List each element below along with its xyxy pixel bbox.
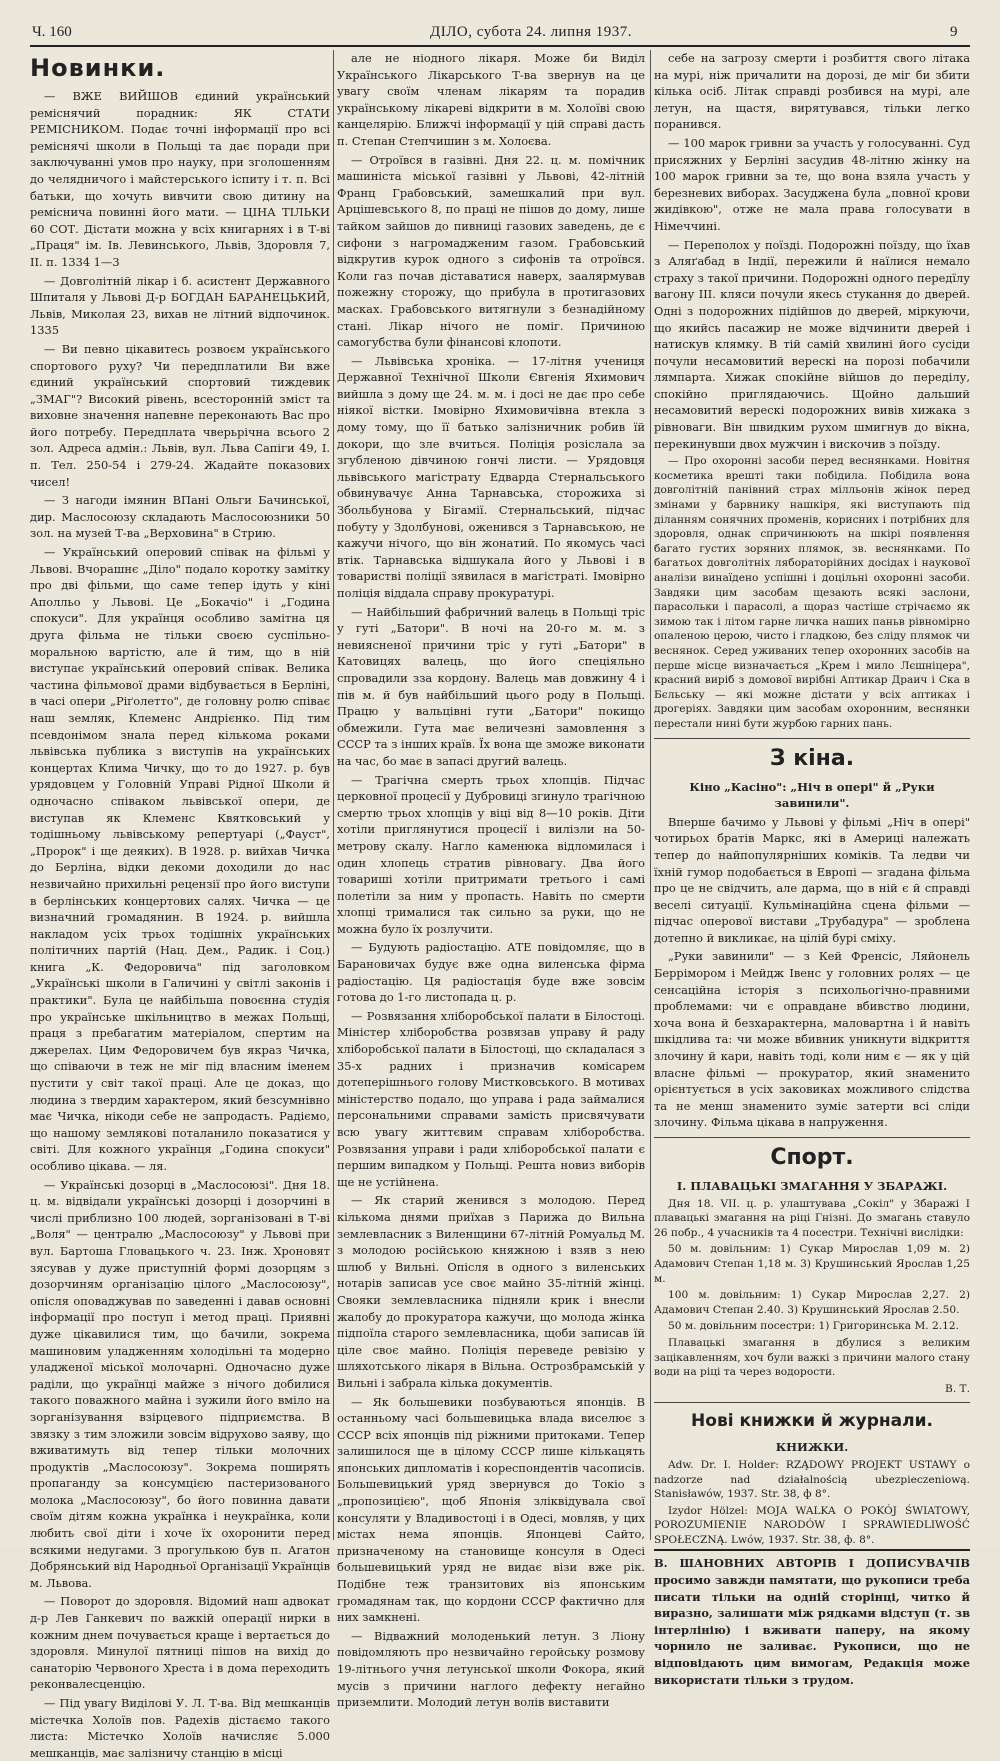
column-1 xyxy=(30,50,330,1760)
page-number: 9 xyxy=(950,24,958,40)
article: — Відважний молоденький летун. З Ліону повідомляють про незвичайно геройську розмову 19-літнього учня летунської школи Фокора, який мусів з причини наглого дефекту негайно приземлити. Молодий летун волів виставити xyxy=(337,1628,645,1710)
article: — ВЖЕ ВИЙШОВ єдиний український реміснячий порадник: ЯК СТАТИ РЕМІСНИКОМ. Подає точні інформації про всі реміснячі школи в Польщі та дає поради при заключуванні умов про науку, при зголошенням до челядничого і майстерського іспиту і т. п. Всі батьки, що хочуть вивчити свою дитину на реміснича повинні його мати. — ЦІНА ТІЛЬКИ 60 СОТ. Дістати можна у всіх книгарнях і в Т-ві „Праця" ім. Ів. Левинського, Львів, Здоровля 7, II. п. 1334 1—3 xyxy=(30,89,330,269)
sport-result: 100 м. довільним: 1) Сукар Мирослав 2,27. 2) Адамович Степан 2.40. 3) Крушинський Ярослав 2.50. xyxy=(654,1289,970,1316)
cinema-subheading: Кіно „Касіно": „Ніч в опері" й „Руки завинили". xyxy=(689,779,935,811)
article: — Львівська хроніка. — 17-літня учениця Державної Технічної Школи Євгенія Яхимович вийшла з дому ще 24. м. м. і досі не дає про себе ніякої вістки. Імовірно Яхимовичівна втекла з дому тому, що її батько залізничник робив їй докори, що зле вчиться. Поліція розіслала за згубленою дівчиною гончі листи. — Урядовця львівського магістрату Едварда Стернальського обвинувачує Анна Тарнавська, сторожиха зі Збольбунова у Бігамії. Стернальський, підчас побуту у Здолбунові, оженився з Тарнавською, не кажучи нічого, що він жонатий. По якомусь часі втік. Тарнавська відшукала його у Львові і в товаристві поліції зявилася в магістраті. Імовірно поліція віддала справу прокуратурі. xyxy=(337,353,645,600)
article: — Ви певно цікавитесь розвоєм українського спортового руху? Чи передплатили Ви вже єдиний український спортовий тиждевик „ЗМАГ"? Високий рівень, всесторонній зміст та виховне значення напевне переконають Вас про його потребу. Передплата чверьрічна всього 2 зол. Адреса адмін.: Львів, вул. Льва Сапіги 49, І. п. Тел. 250-54 і 279-24. Жадайте показових чисел! xyxy=(30,341,330,489)
column-3 xyxy=(654,50,970,1687)
sport-text: Дня 18. VII. ц. р. улаштувава „Сокіл" у Збаражі І плавацькі змагання на ріці Гнізні. До змагань ставуло 26 побр., 4 учасників та 4 посестри. Технічні вислідки: xyxy=(654,1197,970,1239)
sport-result: 50 м. довільним посестри: 1) Григоринська М. 2.12. xyxy=(668,1320,959,1333)
article: — Отроївся в газівні. Дня 22. ц. м. помічник машиніста міської газівні у Львові, 42-літній Франц Грабовський, замешкалий при вул. Арцішевського 8, по праці не пішов до дому, лише тайком зайшов до пивниці газових заведень, де є сифони з нагромадженим газом. Грабовський відкрутив курок одного з сифонів та отроївся. Коли газ почав діставатися наверх, заалярмував пожежну сторожу, що прибула в протигазових масках. Грабовського витягнули з безнадійному стані. Лікар нічого не поміг. Причиною самогубства були фінансові клопоти. xyxy=(337,152,645,350)
section-heading-sport: Спорт. xyxy=(770,1145,854,1170)
review: Вперше бачимо у Львові у фільмі „Ніч в опері" чотирьох братів Маркс, які в Америці належать тепер до найпопулярніших коміків. Та ледви чи їхній гумор подобається в Европі — згадана фільма про це не свідчить, але дарма, що в ній є й справді веселі ситуації. Кульмінаційна сцена фільми — підчас оперової вистави „Трубадура" — зроблена дотепно й викликає, на цілій бурі сміху. xyxy=(654,814,970,945)
books-subheading: КНИЖКИ. xyxy=(775,1440,849,1455)
article: — Як старий женився з молодою. Перед кількома днями приїхав з Парижа до Вильна землевласник з Виленщини 67-літній Ромуальд М. з молодою російською княжною і взяв з нею шлюб у Вильні. Опісля в одного з виленських нотарів записав усе своє майно 35-літній жінці. Свояки землевласника підняли крик і внесли жалобу до прокуратора кажучи, що молода жінка підпоїла старого землевласника, щоби записав їй ціле своє майно. Поліція переведе ревізію у шляхотського лікаря в Вільна. Острозбрамській у Вильні і забрала кілька документів. xyxy=(337,1193,645,1390)
column-divider xyxy=(333,50,334,1540)
masthead xyxy=(30,22,970,44)
article: — Поворот до здоровля. Відомий наш адвокат д-р Лев Ганкевич по важкій операції нирки в кожним днем почувається краще і вертається до здоровля. Минулої пятниці пішов на вихід до санаторію Червоного Хреста і в дома переходить реконвалесценцію. xyxy=(30,1594,330,1692)
article: — Український оперовий співак на фільмі у Львові. Вчорашнє „Діло" подало коротку замітку про дві фільми, що саме тепер ідуть у кіні Аполльо у Львові. Це „Бокачіо" і „Година спокуси". Для українця особливо замітна ця друга фільма не тільки своєю суспільно-моральною вартістю, але й тим, що в ній виступає український оперовий співак. Велика частина фільмової драми відбувається в Берліні, в часі опери „Ріґолетто", де головну ролю співає наш земляк, Клеменс Андрієнко. Під тим псевдонімом знала перед кількома роками львівська публика з виступів на українських концертах Клима Чичку, що то до 1927. р. був урядовцем у Головній Управі Рідної Школи й одночасно співаком львівської опери, де виступав як Клеменс Квятковський у тодішньому львівському репертуарі („Фауст", „Пророк" і ще деяких). В 1928. р. вийхав Чичка до Берліна, відки декоми доходили до нас незвичайно прихильні рецензії про його виступи в берлінських концертових салях. Чичка — це визначний громадянин. В 1924. р. вийшла накладом усіх трьох тодішніх українських політичних партій (Нац. Дем., Радик. і Соц.) книга „К. Федоровича" під заголовком „Українські школи в Галичині у світлі законів і практики". Була це найбільша повоєнна студія про українське шкільництво в межах Польщі, праця з пребагатим матеріалом, спертим на джерелах. Цим Федоровичем був якраз Чичка, що співаючи в теж не міг під власним іменем пустити у світ такої праці. Але це доказ, що людина з твердим характером, який безсумнівно має Чичка, нікоди себе не запродасть. Радіємо, що нашому землякові поталанило показатися у світі. Для кожного українця „Година спокуси" особливо цікава. — ля. xyxy=(30,545,330,1173)
section-divider xyxy=(654,1137,970,1138)
notice-text: В. ШАНОВНИХ АВТОРІВ І ДОПИСУВАЧІВ просимо завжди памятати, що рукописи треба писати тільки на одній сторінці, читко й виразно, залишати між рядками відступ (т. зв інтерлінію) і вживати паперу, на якому чорнило не заливає. Рукописи, що не відповідають цим вимогам, Редакція може використати тільки з трудом. xyxy=(654,1556,970,1687)
section-divider xyxy=(654,1402,970,1403)
article: — Трагічна смерть трьох хлопців. Підчас церковної процесії у Дубровиці згинуло трагічною смертю трьох хлопців у віці від 8—10 років. Діти хотіли приглянутися процесії і вилізли на 50-метрову скалу. Нагло каменюка відломилася і один хлопець стратив рівновагу. Два його товариші хотіли притримати третього і самі полетіли за ним у пропасть. Навіть по смерти хлопці трималися так сильно за руки, що не можна було їх розлучити. xyxy=(337,772,645,936)
section-heading-cinema: З кіна. xyxy=(769,745,855,771)
article: — З нагоди імянин ВПані Ольги Бачинської, дир. Маслосоюзу складають Маслосоюзники 50 зол. на музей Т-ва „Верховина" в Стрию. xyxy=(30,493,330,541)
sport-result: 50 м. довільним: 1) Сукар Мирослав 1,09 м. 2) Адамович Степан 1,18 м. 3) Крушинський Ярослав 1,25 м. xyxy=(654,1243,970,1285)
article: — Як большевики позбуваються японців. В останньому часі большевицька влада виселює з СССР всіх японців під ріжними притоками. Тепер залишилося ще в цілому СССР лише кількацять японських дипломатів і кореспондентів часописів. Большевицький уряд звернувся до Токіо з „пропозицією", щоб Японія зліквідувала свої консуляти у Владивостоці і в Одесі, мовляв, у цих містах нема японців. Японцеві Сайто, призначеному на становище консуля в Одесі большевицький уряд не видає візи вже рік. Подібне теж транзитових віз японським громадянам так, що кордони СССР фактично для них замкнені. xyxy=(337,1394,645,1625)
article: себе на загрозу смерти і розбиття свого літака на мурі, ніж причалити на дорозі, де міг би збити кілька осіб. Літак справді розбився на мурі, але летун, на щастя, вирятувався, тільки легко поранився. xyxy=(654,51,970,132)
article: — Під увагу Виділові У. Л. Т-ва. Від мешканців містечка Холоїв пов. Радехів дістаємо такого листа: Містечко Холоїв начисляє 5.000 мешканців, має залізничу станцію в місці xyxy=(30,1696,330,1760)
book-entry: Izydor Hölzel: MOJA WALKA O POKÓJ ŚWIATOWY, POROZUMIENIE NARODÓW I SPRAWIEDLIWOŚĆ SPOŁECZNĄ. Lwów, 1937. Str. 38, ф. 8°. xyxy=(654,1504,970,1546)
article: — Розвязання хліборобської палати в Білостоці. Міністер хліборобства розвязав управу й раду хліборобської палати в Білостоці, що складалася з 35-х радних і призначив комісарем дотеперішнього голову Мистковського. В мотивах міністерство подало, що управа і рада займалися персональними справами замість присвячувати всю увагу життєвим справам хліборобства. Розвязання управи і ради хліборобської палати є першим випадком у Польщі. Решта новиз виборів ще не устійнена. xyxy=(337,1008,645,1189)
sport-text: Плавацькі змагання в дбулися з великим зацікавленням, хоч були важкі з причини малого стану води на ріці та через водорости. xyxy=(654,1336,970,1379)
column-2 xyxy=(337,50,645,1710)
article: — Будують радіостацію. АТЕ повідомляє, що в Барановичах будує вже одна виленська фірма радіостацію. Ця радіостація буде вже зовсім готова до 1-го листопада ц. р. xyxy=(337,940,645,1005)
section-divider xyxy=(654,738,970,739)
issue-number: Ч. 160 xyxy=(32,24,72,40)
section-heading-news: Новинки. xyxy=(30,54,166,82)
column-divider xyxy=(650,50,651,1540)
article: — Переполох у поїзді. Подорожні поїзду, що їхав з Аляґабад в Індії, пережили й наїлися немало страху з такої причини. Подорожні одного передїлу вагону ІІІ. кляси почули якесь стукання до дверей. Одні з подорожних підійшов до дверей, міркуючи, що якийсь пасажир не може відчинити дверей і натискув клямку. В тій самій хвилині його сусіди почули несамовитий верескі на порозі побачили лямпарта. Хижак спокійне війшов до переділу, спокійно приглядаючись. Щойно дальший несамовитий верескі подорожних вивів хижака з рівноваги. Він швидким рухом шмигнув до вікна, перекинувши двох мужчин і вискочив з поїзду. xyxy=(654,237,970,451)
newspaper-title-date: ДІЛО, субота 24. липня 1937. xyxy=(430,24,633,40)
advertorial: — Про охоронні засоби перед веснянками. Новітня косметика врешті таки побідила. Побідила вона довголітній панівний страх мілльонів жінок перед змінами у барвнику нашкіря, які виступають під діланням сонячних променів, корисних і потрібних для здоровля, однак спричинюють на шкірі появлення багато густих зоряних плямок, зв. веснянками. По багатьох довголітніх лябораторійних досідах і наукової аналізи винаїдено успішні і доцільні охоронні засоби. Завдяки цим засобам щезають всякі заслони, парасольки і парасолі, а щораз частіше стрічаємо як зимою так і літом гарне личка наших паньв рівномірно опаленою церою, чисто і гладкою, без сліду плямок чи веснянок. Серед уживаних тепер охоронних засобів на перше місце визначається „Крем і мило Лєшніцера", красний виріб з домової вирібні Аптикар Драич і Ска в Бєльську — які можне дістати у всіх аптиках і дрогеріях. Завдяки цим засобам охоронним, веснянки перестали нині бути журбою гарних пань. xyxy=(654,455,970,730)
review: „Руки завинили" — з Кей Френсіс, Ляйонель Беррімором і Мейдж Івенс у головних ролях — це сенсаційна історія з психольогічно-правними проблемами: чи є оправдане вбивство людини, хоча вона й безхарактерна, маловартна і й навіть шкідлива та: чи може вбивник уникнути відкриття злочину й кари, навіть тоді, коли ним є — як у цій власне фільмі — прокуратор, який знаменито орієнтується в усіх заковиках можливого слідства та не менш знаменито зуміє затерти всі сліди злочину. Фільма цікава в напруження. xyxy=(654,949,970,1130)
section-heading-books: Нові книжки й журнали. xyxy=(691,1411,933,1432)
book-entry: Adw. Dr. I. Holder: RZĄDOWY PROJEKT USTAWY o nadzorze nad działalnością ubezpieczeniową. Stanisławów, 1937. Str. 38, ф 8°. xyxy=(654,1458,970,1501)
author-initials: В. Т. xyxy=(945,1382,970,1395)
article: — Найбільший фабричний валець в Польщі тріс у гуті „Батори". В ночі на 20-го м. м. з невиясненої причини тріс у гуті „Батори" в Катовицях валець, що його спеціяльно спровадили зза кордону. Валець мав довжину 4 і пів м. й був найбільший цього роду в Польщі. Працю у вальцівні гути „Батори" покищо обмежили. Гута має величезні замовлення з СССР та з інших країв. Їх вона ще зможе виконати на час, бо має в запасі другий валець. xyxy=(337,604,645,768)
article: — 100 марок гривни за участь у голосуванні. Суд присяжних у Берліні засудив 48-літню жінку на 100 марок гривни за те, що вона взяла участь у березневих виборах. Засуджена була „повної крови жидівкою", отже не мала права голосувати в Німеччині. xyxy=(654,135,970,233)
article: — Українські дозорці в „Маслосоюзі". Дня 18. ц. м. відвідали українські дозорці і дозорчині в числі приблизно 100 людей, зорганізовані в Т-ві „Воля" — централю „Маслосоюзу" у Львові при вул. Бартоша Гловацького ч. 23. Інж. Хроновят зясував у дуже приступній формі дозорцям з дозорчиням організацію цілого „Маслосоюзу", опісля оповаджував по заведенні і давав основні інформації про поступ і метод праці. Приявні дуже цікавилися тим, що бачили, зокрема машиновим уладженням холодільні та модерно уладженої міської молочарні. Одночасно дуже раділи, що українці майже з нічого добилися такого поважного майна і зужили його вміло на зорганізування взірцевого підприємства. В звязку з тим зложили зовсім відрухово заяву, що вживатимуть від тепер тільки молочних продуктів „Маслосоюзу". Зокрема поширять пропаганду за консумцією пастеризованого молока „Маслосоюзу", бо його повинна давати своїм дітям кожна українка і неукраїнка, коли любить свої діти і хоче їх охоронити перед всякими недугами. З прогулькою був п. Агатон Добрянський від Народньої Організації Українців м. Львова. xyxy=(30,1177,330,1590)
notice-box xyxy=(654,1549,970,1688)
article: — Довголітній лікар і б. асистент Державного Шпиталя у Львові Д-р БОГДАН БАРАНЕЦЬКИЙ, Львів, Миколая 23, вихав не літний відпочинок. 1335 xyxy=(30,273,330,338)
article: але не ніодного лікаря. Може би Виділ Українського Лікарського Т-ва звернув на це увагу своїм членам лікарям та порадив українському лікареві відкрити в м. Холоїві свою канцелярію. Ближчі інформації у цій справі дасть п. Степан Степчишин з м. Холоєва. xyxy=(337,51,645,148)
sport-subheading: І. ПЛАВАЦЬКІ ЗМАГАННЯ У ЗБАРАЖІ. xyxy=(676,1179,948,1193)
masthead-rule xyxy=(30,45,970,47)
